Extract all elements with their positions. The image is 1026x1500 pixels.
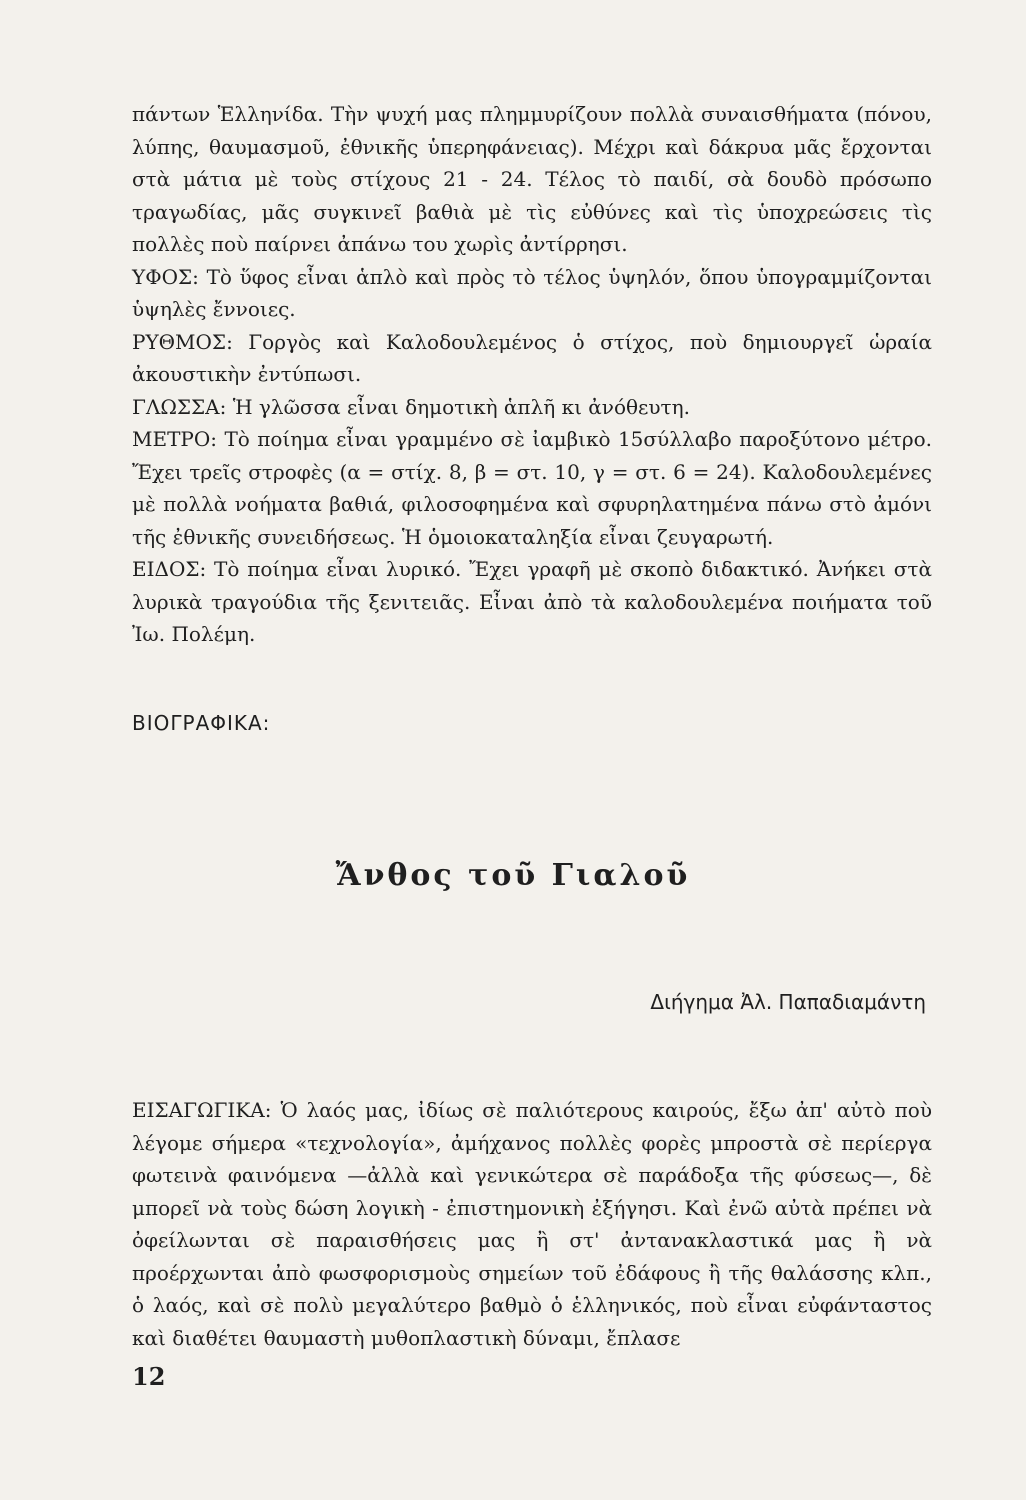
rythmos-text: Γοργὸς καὶ Καλοδουλεμένος ὁ στίχος, ποὺ δημιουργεῖ ὡραία ἀκουστικὴν ἐντύπωσι. (132, 329, 932, 386)
page-number: 12 (132, 1362, 166, 1391)
introduction-label: ΕΙΣΑΓΩΓΙΚΑ: (132, 1098, 272, 1122)
introduction-text: Ὁ λαός μας, ἰδίως σὲ παλιότερους καιρούς, ἔξω ἀπ' αὐτὸ ποὺ λέγομε σήμερα «τεχνολογία», ἀμήχανος πολλὲς φορὲς μπροστὰ σὲ περίεργα φωτεινὰ φαινόμενα —ἀλλὰ καὶ γενικώτερα σὲ παράδοξα τῆς φύσεως—, δὲ μπορεῖ νὰ τοὺς δώση λογικὴ - ἐπιστημονικὴ ἐξήγησι. Καὶ ἐνῶ αὐτὰ πρέπει νὰ ὀφείλωνται σὲ παραισθήσεις μας ἢ στ' ἀντανακλαστικά μας ἢ νὰ προέρχωνται ἀπὸ φωσφορισμοὺς σημείων τοῦ ἐδάφους ἢ τῆς θαλάσσης κλπ., ὁ λαός, καὶ σὲ πολὺ μεγαλύτερο βαθμὸ ὁ ἑλληνικός, ποὺ εἶναι εὐφάνταστος καὶ διαθέτει θαυμαστὴ μυθοπλαστικὴ δύναμι, ἔπλασε (132, 1098, 933, 1350)
top-text-block (132, 98, 932, 651)
rythmos-label: ΡΥΘΜΟΣ: (132, 329, 233, 354)
yfos-label: ΥΦΟΣ: (132, 264, 199, 289)
eidos-label: ΕΙΔΟΣ: (132, 557, 207, 581)
glossa-paragraph (132, 391, 932, 424)
story-title: Ἄνθος τοῦ Γιαλοῦ (335, 858, 691, 893)
metro-text: Τὸ ποίημα εἶναι γραμμένο σὲ ἰαμβικὸ 15σύλλαβο παροξύτονο μέτρο. Ἔχει τρεῖς στροφὲς (α = στίχ. 8, β = στ. 10, γ = στ. 6 = 24). Καλοδουλεμένες μὲ πολλὰ νοήματα βαθιά, φιλοσοφημένα καὶ σφυρηλατημένα πάνω στὸ ἀμόνι τῆς ἐθνικῆς συνειδήσεως. Ἡ ὁμοιοκαταληξία εἶναι ζευγαρωτή. (132, 427, 933, 549)
introduction-block (132, 1094, 932, 1354)
metro-paragraph (132, 423, 932, 553)
eidos-paragraph (132, 553, 932, 651)
yfos-paragraph (132, 261, 932, 326)
metro-label: ΜΕΤΡΟ: (132, 427, 218, 451)
glossa-text: Ἡ γλῶσσα εἶναι δημοτικὴ ἁπλῆ κι ἀνόθευτη. (232, 394, 690, 419)
yfos-text: Τὸ ὕφος εἶναι ἁπλὸ καὶ πρὸς τὸ τέλος ὑψηλόν, ὅπου ὑπογραμμίζονται ὑψηλὲς ἔννοιες. (132, 264, 932, 321)
intro-paragraph: πάντων Ἑλληνίδα. Τὴν ψυχή μας πλημμυρίζουν πολλὰ συναισθήματα (πόνου, λύπης, θαυμασμοῦ, ἐθνικῆς ὑπερηφάνειας). Μέχρι καὶ δάκρυα μᾶς ἔρχονται στὰ μάτια μὲ τοὺς στίχους 21 - 24. Τέλος τὸ παιδί, σὰ δουδὸ πρόσωπο τραγωδίας, μᾶς συγκινεῖ βαθιὰ μὲ τὶς εὐθύνες καὶ τὶς ὑποχρεώσεις τὶς πολλὲς ποὺ παίρνει ἀπάνω του χωρὶς ἀντίρρησι. (132, 102, 932, 256)
introduction-paragraph (132, 1094, 932, 1354)
story-byline: Διήγημα Ἀλ. Παπαδιαμάντη (650, 990, 926, 1014)
bio-heading: ΒΙΟΓΡΑΦΙΚΑ: (132, 711, 271, 735)
glossa-label: ΓΛΩΣΣΑ: (132, 394, 227, 419)
eidos-text: Τὸ ποίημα εἶναι λυρικό. Ἔχει γραφῆ μὲ σκοπὸ διδακτικό. Ἀνήκει στὰ λυρικὰ τραγούδια τῆς ξενιτειᾶς. Εἶναι ἀπὸ τὰ καλοδουλεμένα ποιήματα τοῦ Ἰω. Πολέμη. (132, 557, 933, 646)
rythmos-paragraph (132, 326, 932, 391)
